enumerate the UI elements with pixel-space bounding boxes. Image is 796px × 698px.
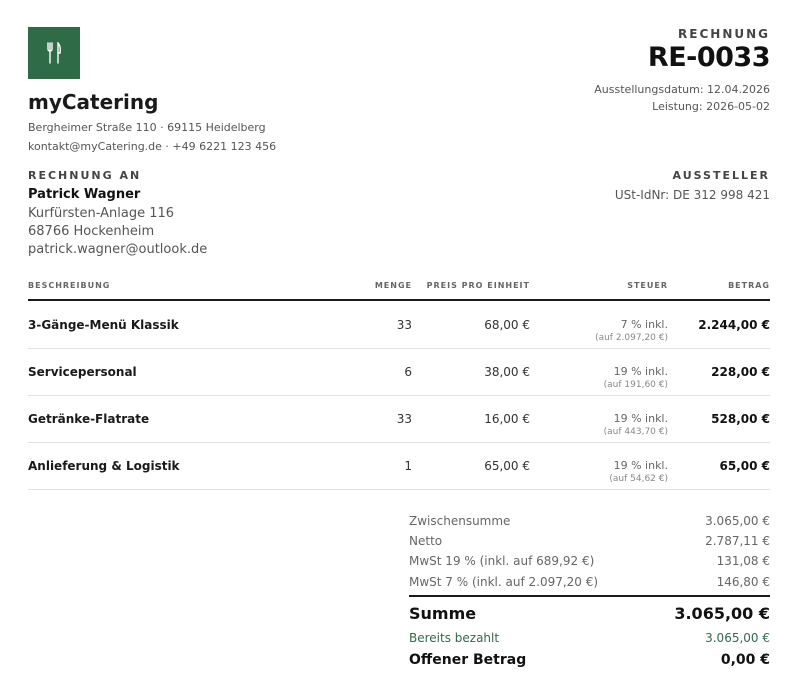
- issue-date: Ausstellungsdatum: 12.04.2026: [594, 83, 770, 96]
- item-quantity: 6: [404, 365, 412, 379]
- item-unit-price: 38,00 €: [484, 365, 530, 379]
- table-row: [28, 349, 770, 396]
- item-unit-price: 65,00 €: [484, 459, 530, 473]
- item-amount: 65,00 €: [719, 459, 770, 473]
- net-value: 2.787,11 €: [705, 534, 770, 548]
- column-header-description: BESCHREIBUNG: [28, 281, 111, 290]
- item-description: Servicepersonal: [28, 365, 137, 379]
- item-tax-base: (auf 54,62 €): [609, 474, 668, 484]
- table-header-divider: [28, 299, 770, 301]
- issuer-label: AUSSTELLER: [672, 169, 770, 182]
- vat19-label: MwSt 19 % (inkl. auf 689,92 €): [409, 554, 595, 568]
- customer-city: 68766 Hockenheim: [28, 224, 155, 239]
- totals-divider: [409, 595, 770, 597]
- item-quantity: 33: [396, 412, 412, 426]
- open-amount-value: 0,00 €: [720, 652, 770, 668]
- item-tax-rate: 19 % inkl.: [613, 459, 668, 472]
- column-header-quantity: MENGE: [374, 281, 412, 290]
- invoice-number: RE-0033: [647, 42, 770, 73]
- fork-knife-icon: [46, 42, 62, 64]
- item-tax-base: (auf 443,70 €): [603, 427, 668, 437]
- item-description: Anlieferung & Logistik: [28, 459, 180, 473]
- paid-label: Bereits bezahlt: [409, 631, 500, 645]
- customer-street: Kurfürsten-Anlage 116: [28, 206, 175, 221]
- vat7-label: MwSt 7 % (inkl. auf 2.097,20 €): [409, 575, 599, 589]
- item-tax-base: (auf 191,60 €): [603, 380, 668, 390]
- table-row: [28, 302, 770, 349]
- item-tax-rate: 7 % inkl.: [620, 318, 668, 331]
- column-header-tax: STEUER: [627, 281, 668, 290]
- item-description: 3-Gänge-Menü Klassik: [28, 318, 179, 332]
- paid-value: 3.065,00 €: [705, 631, 770, 645]
- bill-to-label: RECHNUNG AN: [28, 169, 142, 182]
- item-tax-base: (auf 2.097,20 €): [595, 333, 668, 343]
- table-row: [28, 443, 770, 490]
- company-name: myCatering: [28, 90, 159, 114]
- open-amount-label: Offener Betrag: [409, 652, 527, 668]
- item-tax-rate: 19 % inkl.: [613, 365, 668, 378]
- table-row: [28, 396, 770, 443]
- vat7-value: 146,80 €: [716, 575, 770, 589]
- column-header-amount: BETRAG: [728, 281, 770, 290]
- total-label: Summe: [409, 604, 477, 623]
- subtotal-label: Zwischensumme: [409, 514, 511, 528]
- company-address: Bergheimer Straße 110 · 69115 Heidelberg: [28, 121, 266, 134]
- item-quantity: 33: [396, 318, 412, 332]
- item-quantity: 1: [404, 459, 412, 473]
- vat19-value: 131,08 €: [716, 554, 770, 568]
- total-value: 3.065,00 €: [674, 604, 770, 623]
- customer-email: patrick.wagner@outlook.de: [28, 242, 208, 257]
- subtotal-value: 3.065,00 €: [705, 514, 770, 528]
- item-unit-price: 16,00 €: [484, 412, 530, 426]
- item-description: Getränke-Flatrate: [28, 412, 150, 426]
- item-amount: 2.244,00 €: [698, 318, 770, 332]
- item-amount: 228,00 €: [711, 365, 770, 379]
- item-unit-price: 68,00 €: [484, 318, 530, 332]
- item-amount: 528,00 €: [711, 412, 770, 426]
- column-header-unit-price: PREIS PRO EINHEIT: [426, 281, 530, 290]
- customer-name: Patrick Wagner: [28, 187, 141, 202]
- issuer-vat-id: USt-IdNr: DE 312 998 421: [614, 188, 770, 202]
- company-contact: kontakt@myCatering.de · +49 6221 123 456: [28, 140, 277, 153]
- brand-logo: [28, 27, 80, 79]
- invoice-label: RECHNUNG: [678, 27, 770, 41]
- net-label: Netto: [409, 534, 443, 548]
- service-date: Leistung: 2026-05-02: [652, 100, 770, 113]
- item-tax-rate: 19 % inkl.: [613, 412, 668, 425]
